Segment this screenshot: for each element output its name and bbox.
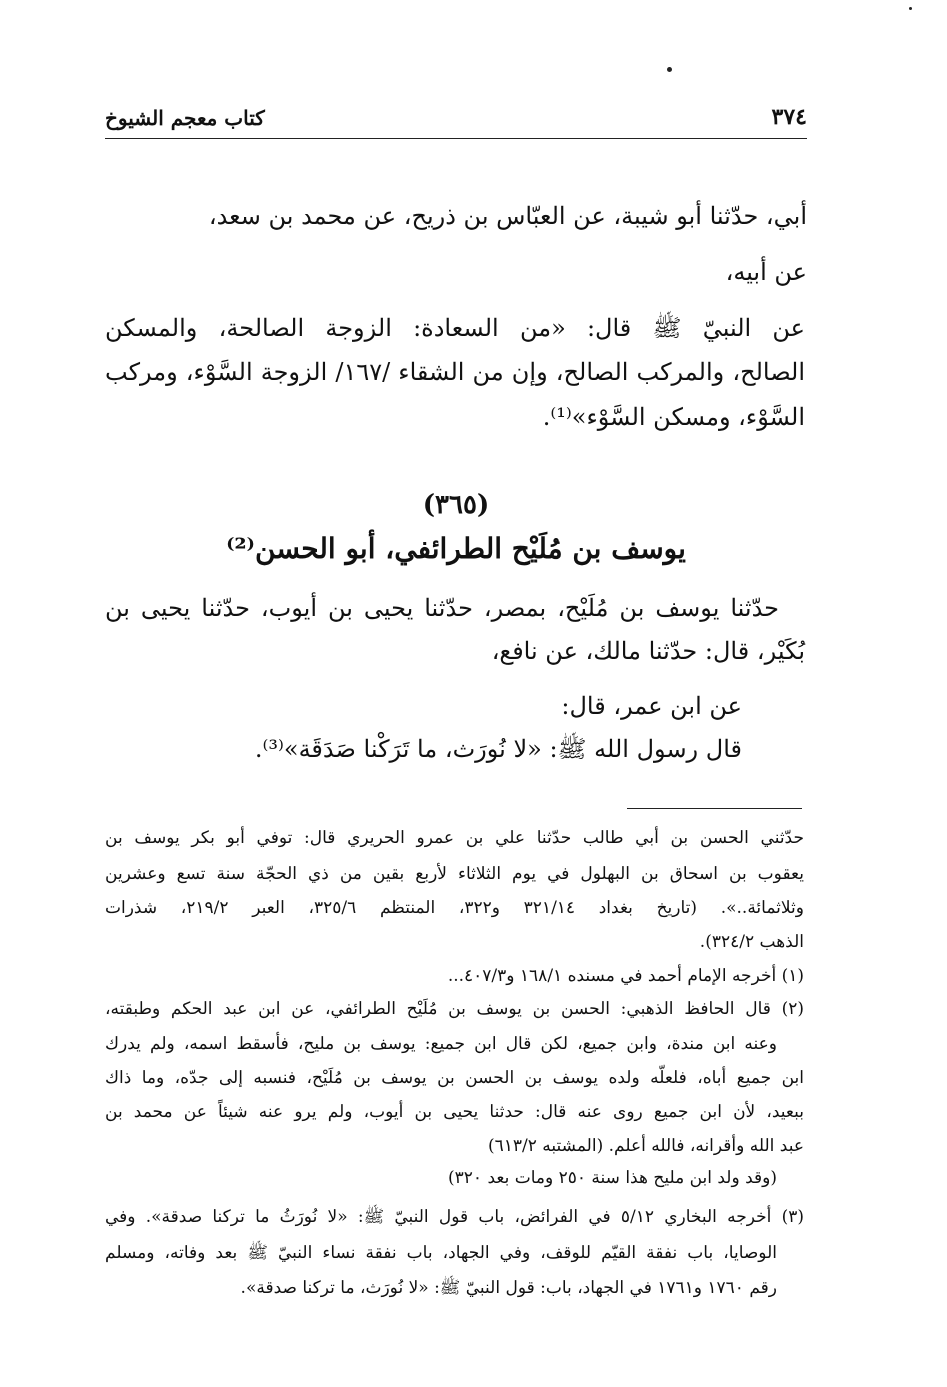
entry-title: يوسف بن مُلَيْح الطرائفي، أبو الحسن⁽²⁾: [226, 532, 686, 565]
footnote-separator: [627, 808, 802, 809]
footnote-line: عبد الله وأقرانه، فالله أعلم. (المشتبه ٦١٣/٢): [487, 1136, 804, 1156]
footnote-line: وثلاثمائة..». (تاريخ بغداد ٣٢١/١٤ و٣٢٢، المنتظم ٣٢٥/٦، العبر ٢١٩/٢، شذرات: [105, 898, 804, 918]
running-header: [105, 104, 807, 139]
entry-number: (٣٦٥): [422, 490, 490, 520]
book-title: كتاب معجم الشيوخ: [105, 106, 265, 130]
footnote-line: (١) أخرجه الإمام أحمد في مسنده ١٦٨/١ و٤٠٧/٣...: [447, 966, 804, 986]
footnote-line: الوصايا، باب نفقة القيّم للوقف، وفي الجهاد، باب نفقة نساء النبيّ ﷺ بعد وفاته، ومسلم: [105, 1243, 777, 1263]
body-line: عن أبيه،: [725, 258, 807, 286]
footnote-line: (٢) قال الحافظ الذهبي: الحسن بن يوسف بن مُلَيْح الطرائفي، عن ابن عبد الحكم وطبقته،: [105, 999, 804, 1019]
footnote-line: (وقد ولد ابن مليح هذا سنة ٢٥٠ ومات بعد ٣٢٠): [448, 1168, 777, 1188]
footnote-line: ببعيد، لأن ابن جميع روى عنه قال: حدثنا يحيى بن أيوب، ولم يرو عنه شيئاً عن محمد بن: [105, 1102, 804, 1122]
footnote-line: ابن جميع أباه، فلعلّه ولده يوسف بن الحسن بن يوسف بن مُلَيْح، فنسبه إلى جدّه، وما ذاك: [105, 1068, 804, 1088]
page-speck: [667, 67, 672, 72]
body-line: قال رسول الله ﷺ: «لا نُورَث، ما تَرَكْنا صَدَقَة»⁽³⁾.: [254, 735, 742, 763]
body-line: حدّثنا يوسف بن مُلَيْح، بمصر، حدّثنا يحيى بن أيوب، حدّثنا يحيى بن: [105, 594, 779, 622]
page-number: ٣٧٤: [771, 104, 807, 130]
page-speck: [909, 7, 912, 10]
body-line: عن ابن عمر، قال:: [561, 692, 742, 720]
body-line: عن النبيّ ﷺ قال: «من السعادة: الزوجة الصالحة، والمسكن: [105, 314, 805, 342]
body-line: السَّوْء، ومسكن السَّوْء»⁽¹⁾.: [542, 403, 805, 431]
footnote-line: رقم ١٧٦٠ و١٧٦١ في الجهاد، باب: قول النبيّ ﷺ: «لا نُورَث، ما تركنا صدقة».: [240, 1278, 777, 1298]
footnote-line: الذهب ٣٢٤/٢).: [699, 932, 804, 952]
body-line: أبي، حدّثنا أبو شيبة، عن العبّاس بن ذريح، عن محمد بن سعد،: [208, 202, 807, 230]
body-line: الصالح، والمركب الصالح، وإن من الشقاء /١٦٧/ الزوجة السَّوْء، ومركب: [105, 358, 805, 386]
footnote-line: (٣) أخرجه البخاري ٥/١٢ في الفرائض، باب قول النبيّ ﷺ: «لا نُورَثُ ما تركنا صدقة». وفي: [105, 1207, 804, 1227]
body-line: بُكَيْر، قال: حدّثنا مالك، عن نافع،: [491, 637, 805, 665]
footnote-line: وعنه ابن مندة، وابن جميع، لكن قال ابن جميع: يوسف بن مليح، فأسقط اسمه، ولم يدرك: [105, 1034, 777, 1054]
footnote-line: يعقوب بن اسحاق بن البهلول في يوم الثلاثاء لأربع بقين من ذي الحجّة سنة تسع وعشرين: [105, 864, 804, 884]
footnote-line: حدّثني الحسن بن أبي طالب حدّثنا علي بن عمرو الحريري قال: توفي أبو بكر يوسف بن: [105, 828, 804, 848]
